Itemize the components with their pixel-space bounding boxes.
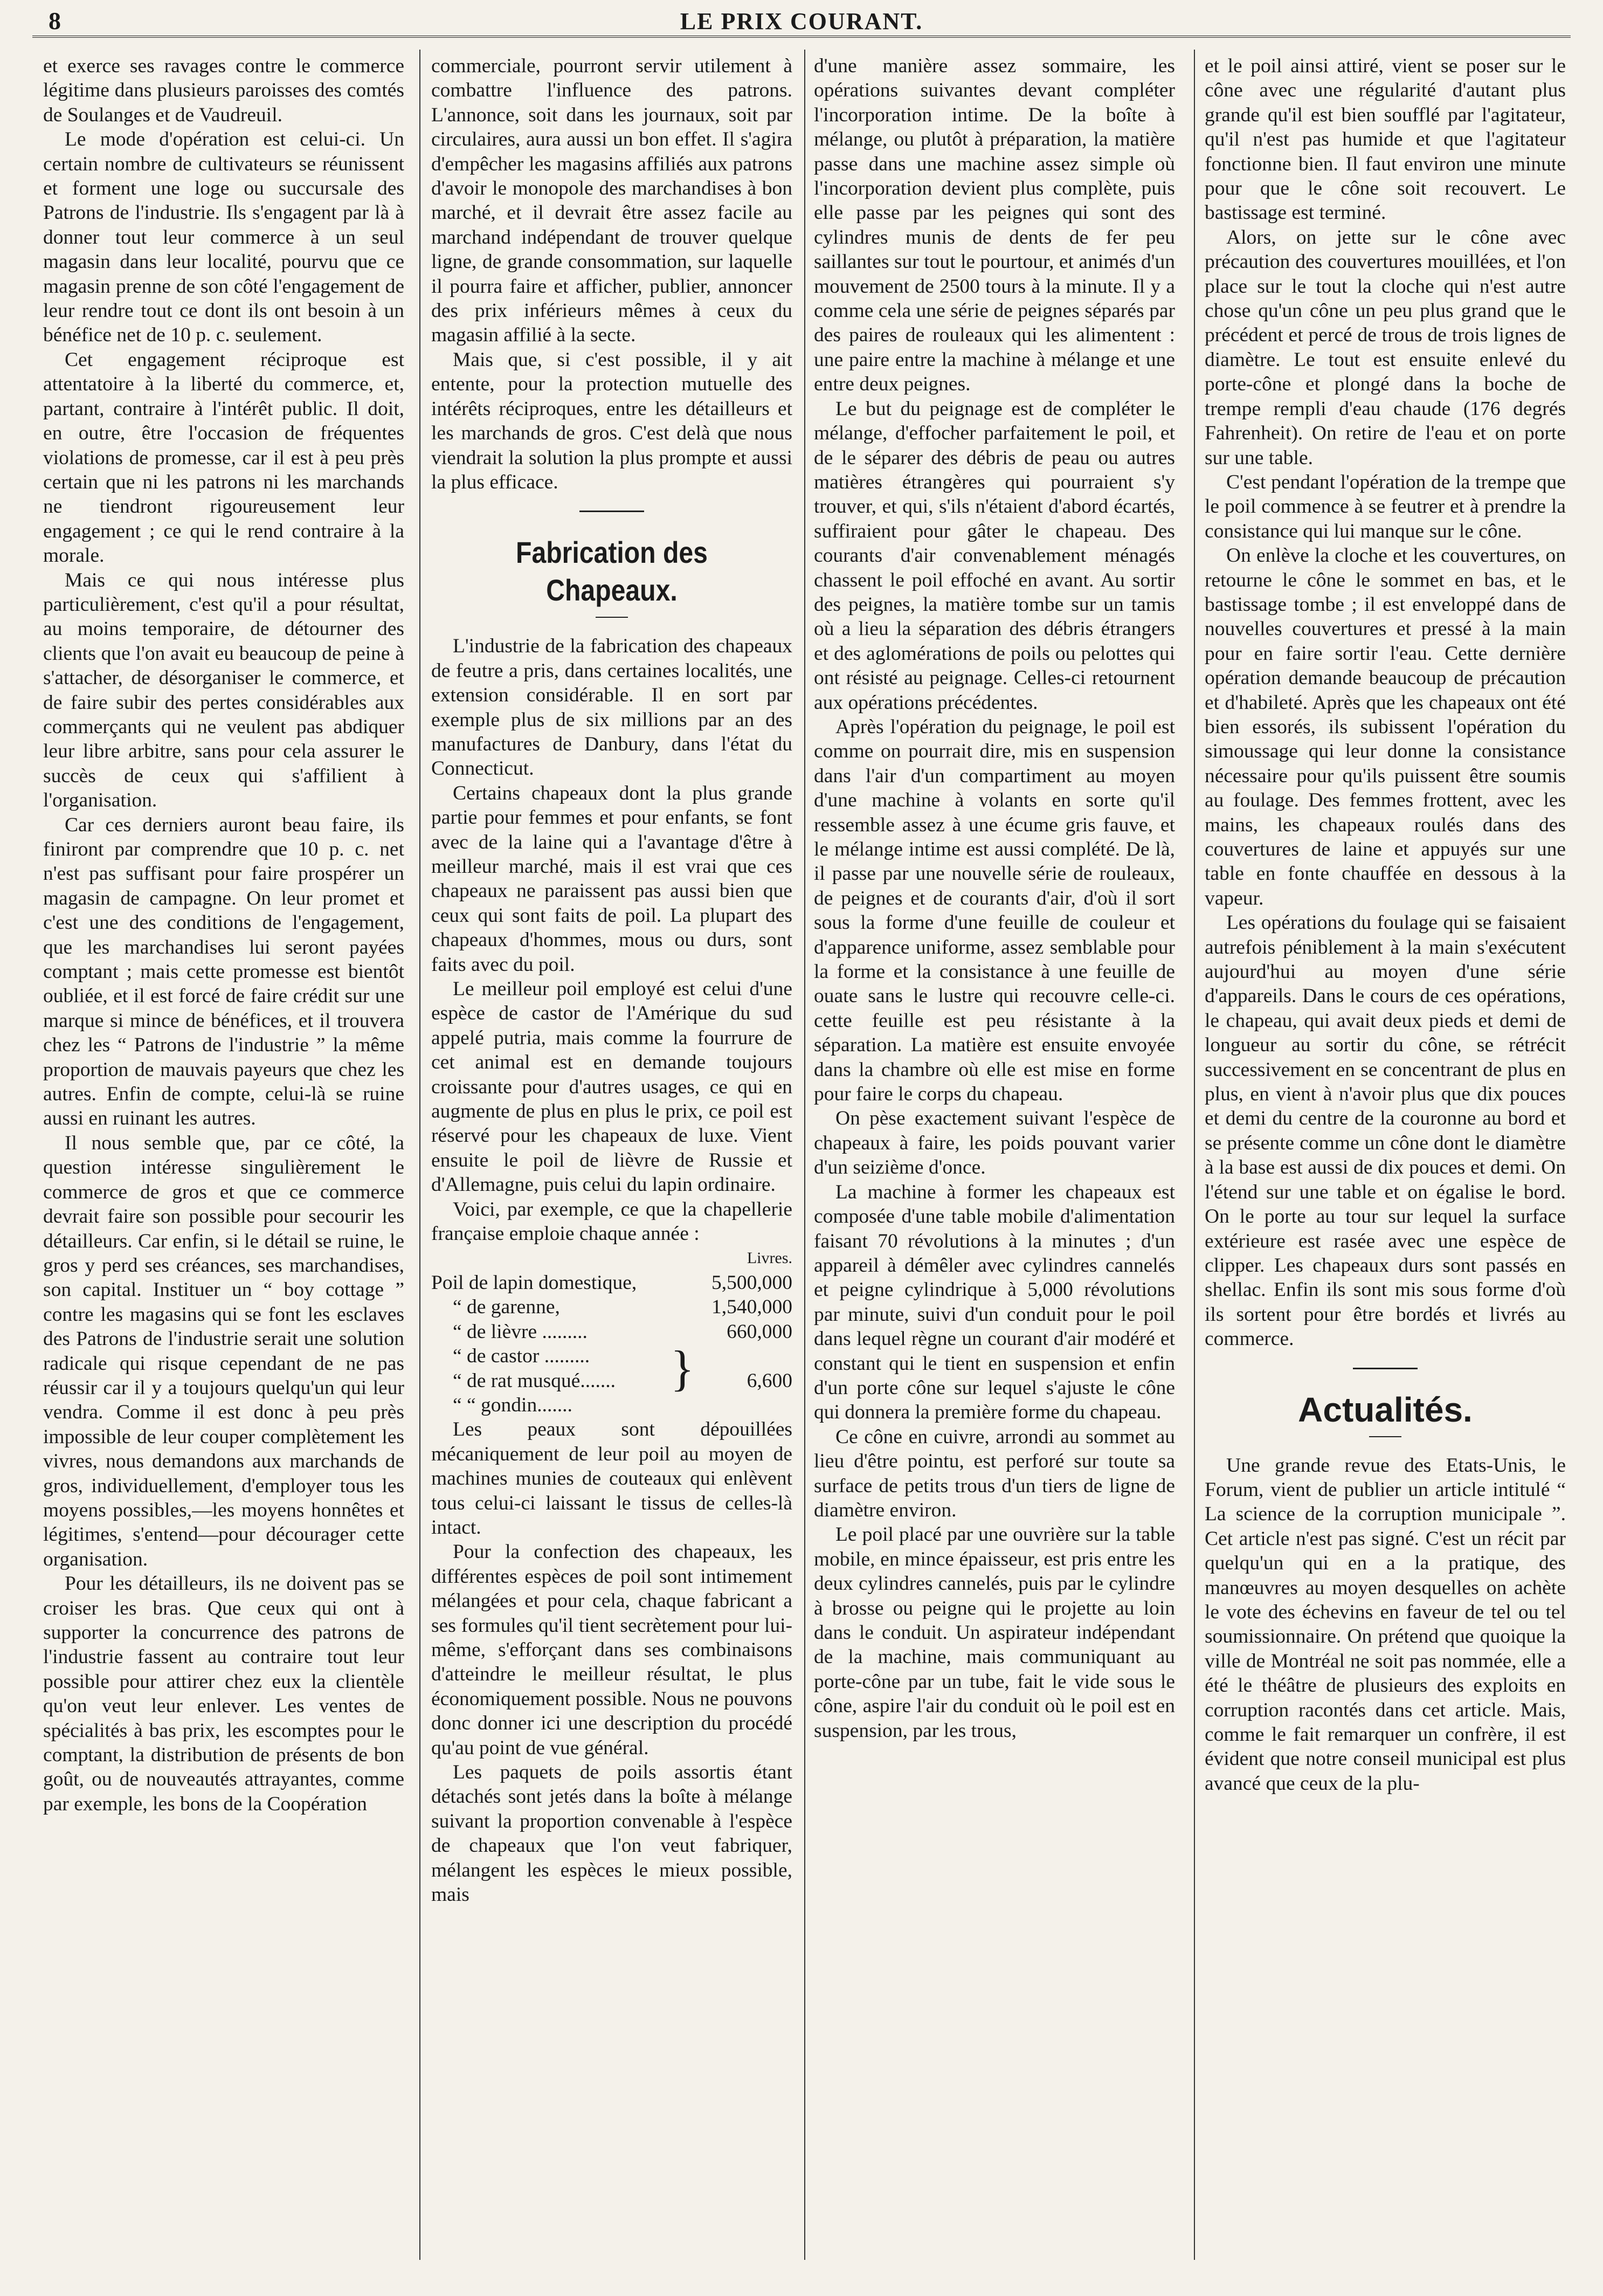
paragraph: Le meilleur poil employé est celui d'une espèce de castor de l'Amérique du sud appelé putria, mais comme la fourrure de cet animal est en demande toujours croissante pour d'autres usages, ce qui en augmente de plus en plus le prix, ce poil est réservé pour les chapeaux de luxe. Vient ensuite le poil de lièvre de Russie et d'Allemagne, puis celui du lapin ordinaire.	[431, 978, 792, 1196]
paragraph: Car ces derniers auront beau faire, ils finiront par comprendre que 10 p. c. net n'est pas suffisant pour faire prospérer un magasin de campagne. On leur promet et c'est une des conditions de l'engagement, que les marchandises lui seront payées comptant ; mais cette promesse est bientôt oubliée, et il est forcé de faire crédit sur une marque si mince de bénéfices, et il trouvera chez les “ Patrons de l'industrie ” la même proportion de mauvais payeurs que chez les autres. Enfin de compte, celui-là se ruine aussi en ruinant les autres.	[43, 813, 404, 1130]
paragraph: Alors, on jette sur le cône avec précaution des couvertures mouillées, et l'on place sur le tout la cloche qui n'est autre chose qu'un cône un peu plus grand que le précédent et percé de trous de trois lignes de diamètre. Le tout est ensuite enlevé du porte-cône et plongé dans la boche de trempe rempli d'eau chaude (176 degrés Fahrenheit). On retire de l'eau et on porte sur une table.	[1205, 226, 1566, 469]
fur-consumption-table	[431, 1246, 792, 1417]
row-value: 1,540,000	[711, 1296, 792, 1319]
column-1	[43, 54, 404, 2259]
section-title-actualites: Actualités.	[1298, 1390, 1473, 1429]
section-divider	[579, 511, 644, 512]
row-label: “ de rat musqué.......	[453, 1369, 616, 1392]
row-value: 5,500,000	[711, 1271, 792, 1294]
grouped-value: 6,600	[747, 1369, 792, 1392]
paragraph: Cet engagement réciproque est attentatoire à la liberté du commerce, et, partant, contraire à l'intérêt public. Il doit, en outre, être l'occasion de fréquentes violations de promesse, car il est à peu près certain que ni les patrons ni les marchands ne tiendront rigoureusement leur engagement ; ce qui le rend contraire à la morale.	[43, 348, 404, 567]
section-title-chapeaux: Fabrication des Chapeaux.	[516, 535, 708, 608]
column-2	[431, 54, 792, 2259]
column-3	[814, 54, 1175, 2259]
paragraph: La machine à former les chapeaux est composée d'une table mobile d'alimentation faisant 70 révolutions à la minutes ; d'un appareil à démêler avec cylindres cannelés et peigne cylindrique à 5,000 révolutions par minute, suivi d'un conduit pour le poil dans lequel règne un courant d'air modéré et constant qui le tient en suspension et enfin d'un porte cône sur lequel s'ajuste le cône qui donnera la première forme du chapeau.	[814, 1181, 1175, 1424]
paragraph: d'une manière assez sommaire, les opérations suivantes devant compléter l'incorporation intime. De la boîte à mélange, ou plutôt à préparation, la matière passe dans une machine assez simple où l'incorporation devient plus complète, puis elle passe par les peignes qui sont des cylindres munis de dents de fer peu saillantes sur tout le pourtour, et animés d'un mouvement de 2500 tours à la minute. Il y a comme cela une série de peignes séparés par des paires de rouleaux qui les alimentent : une paire entre la machine à mélange et une entre deux peignes.	[814, 55, 1175, 396]
paragraph: Pour les détailleurs, ils ne doivent pas se croiser les bras. Que ceux qui ont à supporter la concurrence des patrons de l'industrie fassent au contraire tout leur possible pour attirer chez eux la clientèle qu'on veut leur enlever. Les ventes de spécialités à bas prix, les escomptes pour le comptant, la distribution de présents de bon goût, ou de nouveautés attrayantes, comme par exemple, les bons de la Coopération	[43, 1573, 404, 1815]
column-rule	[419, 50, 420, 2260]
paragraph: et le poil ainsi attiré, vient se poser sur le cône avec une régularité d'autant plus grande qu'il est bien soufflé par l'agitateur, qu'il n'est pas humide et que l'agitateur fonctionne bien. Il faut environ une minute pour que le cône soit recouvert. Le bastissage est terminé.	[1205, 55, 1566, 224]
newspaper-title: LE PRIX COURANT.	[680, 8, 923, 35]
paragraph: Pour la confection des chapeaux, les différentes espèces de poil sont intimement mélangées et pour cela, chaque fabricant a ses formules qu'il tient secrètement pour lui-même, s'efforçant dans ses combinaisons d'atteindre le meilleur résultat, le plus économiquement possible. Nous ne pouvons donc donner ici une description du procédé qu'au point de vue général.	[431, 1541, 792, 1759]
paragraph: Les paquets de poils assortis étant détachés sont jetés dans la boîte à mélange suivant la proportion convenable à l'espèce de chapeaux que l'on veut fabriquer, mélangent les espèces le mieux possible, mais	[431, 1761, 792, 1906]
paragraph: Le mode d'opération est celui-ci. Un certain nombre de cultivateurs se réunissent et forment une loge ou succursale des Patrons de l'industrie. Ils s'engagent par là à donner tout leur commerce à un seul magasin dans leur localité, pourvu que ce magasin prenne de son côté l'engagement de leur rendre tout ce dont ils ont besoin à un bénéfice net de 10 p. c. seulement.	[43, 128, 404, 347]
paragraph: Une grande revue des Etats-Unis, le Forum, vient de publier un article intitulé “ La science de la corruption municipale ”. Cet article n'est pas signé. C'est un récit par quelqu'un qui en a la pratique, des manœuvres au moyen desquelles on achète le vote des échevins en faveur de tel ou tel soumissionnaire. On prétend que quoique la ville de Montréal ne soit pas nommée, elle a été le théâtre de plusieurs des exploits en corruption racontés dans cet article. Mais, comme le fait remarquer un confrère, il est évident que notre conseil municipal est plus avancé que ceux de la plu-	[1205, 1454, 1566, 1795]
table-row	[431, 1320, 792, 1344]
title-divider	[596, 617, 628, 618]
column-4	[1205, 54, 1566, 2259]
paragraph: Mais ce qui nous intéresse plus particulièrement, c'est qu'il a pour résultat, au moins temporaire, de détourner des clients que l'on avait eu beaucoup de peine à s'attacher, de désorganiser le commerce, et de faire subir des pertes considérables aux commerçants qui ne veulent pas abdiquer leur libre arbitre, sans pour cela assurer le succès de ceux qui s'affilient à l'organisation.	[43, 569, 404, 812]
table-row	[431, 1295, 792, 1319]
paragraph: Les opérations du foulage qui se faisaient autrefois péniblement à la main s'exécutent aujourd'hui au moyen d'une série d'appareils. Dans le cours de ces opérations, le chapeau, qui avait deux pieds et demi de longueur au sortir du cône, se rétrécit successivement en se concentrant de plus en plus, en vient à n'avoir plus que dix pouces et demi du centre de la couronne au bord et se présente comme un cône dont le diamètre à la base est aussi de dix pouces et demi. On l'étend sur une table et on égalise le bord. On le porte au tour sur lequel la surface extérieure est rasée avec une espèce de clipper. Les chapeaux durs sont passés en shellac. Enfin ils sont mis sous forme d'où ils sortent pour être bordés et livrés au commerce.	[1205, 912, 1566, 1350]
page-number: 8	[49, 7, 61, 35]
row-label: “ “ gondin.......	[453, 1394, 572, 1416]
row-label: “ de castor .........	[453, 1345, 590, 1368]
paragraph: Il nous semble que, par ce côté, la question intéresse singulièrement le commerce de gros et que ce commerce devrait faire son possible pour secourir les détailleurs. Car enfin, si le détail se ruine, le gros y perd ses créances, ses marchandises, son capital. Instituer un “ boy cottage ” contre les magasins qui se font les esclaves des Patrons de l'industrie serait une solution radicale qui risque cependant de ne pas réussir car il y a toujours quelqu'un qui leur vendra. Comme il est donc à peu près impossible de leur couper complètement les vivres, nous demandons aux marchands de gros, individuellement, d'employer tous les moyens possibles,—les moyens honnêtes et légitimes, s'entend—pour décourager cette organisation.	[43, 1132, 404, 1570]
table-row	[431, 1344, 792, 1368]
page-header	[32, 4, 1571, 38]
paragraph: Ce cône en cuivre, arrondi au sommet au lieu d'être pointu, est perforé sur toute sa surface de petits trous d'un tiers de ligne de diamètre environ.	[814, 1425, 1175, 1521]
table-row	[431, 1271, 792, 1295]
brace: }	[670, 1341, 695, 1396]
paragraph: On enlève la cloche et les couvertures, on retourne le cône le sommet en bas, et le bastissage tombe ; il est enveloppé dans de nouvelles couvertures et pressé à la main pour en faire sortir l'eau. Cette dernière opération demande beaucoup de précaution et d'habileté. Après que les chapeaux ont été bien essorés, ils subissent l'opération du simoussage qui leur donne la consistance nécessaire pour qu'ils puissent être soumis au foulage. Des femmes frottent, avec les mains, les chapeaux roulés dans des couvertures de laine et appuyés sur une table en fonte chauffée en dessous à la vapeur.	[1205, 544, 1566, 909]
paragraph: Mais que, si c'est possible, il y ait entente, pour la protection mutuelle des intérêts réciproques, entre les détailleurs et les marchands de gros. C'est delà que nous viendrait la solution la plus prompte et aussi la plus efficace.	[431, 348, 792, 493]
table-header-row	[431, 1246, 792, 1270]
paragraph: et exerce ses ravages contre le commerce légitime dans plusieurs paroisses des comtés de Soulanges et de Vaudreuil.	[43, 55, 404, 126]
paragraph: Voici, par exemple, ce que la chapellerie française emploie chaque année :	[431, 1198, 792, 1245]
paragraph: Après l'opération du peignage, le poil est comme on pourrait dire, mis en suspension dans l'air d'un compartiment au moyen d'une machine à volants en sorte qu'il ressemble assez à une écume gris fauve, et le mélange intime est aussi complété. De là, il passe par une nouvelle série de rouleaux, de peignes et de courants d'air, d'où il sort sous la forme d'une feuille de couleur et d'apparence uniforme, assez semblable pour la forme et la consistance à une feuille de ouate sans le lustre qui recouvre celle-ci. cette feuille est peu résistante à la séparation. La matière est ensuite envoyée dans la chambre où elle est mise en forme pour faire le corps du chapeau.	[814, 715, 1175, 1106]
row-label: Poil de lapin domestique,	[431, 1271, 637, 1294]
paragraph: On pèse exactement suivant l'espèce de chapeaux à faire, les poids pouvant varier d'un seizième d'once.	[814, 1107, 1175, 1179]
section-divider	[1353, 1368, 1418, 1369]
row-label: “ de garenne,	[453, 1296, 560, 1319]
unit-header: Livres.	[747, 1249, 792, 1267]
title-divider	[1369, 1436, 1401, 1437]
row-value: 660,000	[727, 1320, 792, 1343]
row-label: “ de lièvre .........	[453, 1320, 588, 1343]
column-rule	[804, 50, 805, 2260]
paragraph: commerciale, pourront servir utilement à combattre l'influence des patrons. L'annonce, soit dans les journaux, soit par circulaires, aura aussi un bon effet. Il s'agira d'empêcher les magasins affiliés aux patrons d'avoir le monopole des marchandises à bon marché, et il devrait être assez facile au marchand indépendant de trouver quelque ligne, de grande consommation, sur laquelle il pourra faire et afficher, publier, annoncer des prix inférieurs mêmes à ceux du magasin affilié à la secte.	[431, 55, 792, 347]
paragraph: Le but du peignage est de compléter le mélange, d'effocher parfaitement le poil, et de le séparer des débris de peau ou autres matières étrangères qui pourraient s'y trouver, et qui, s'ils n'étaient d'abord écartés, suffiraient pour gâter le chapeau. Des courants d'air convenablement ménagés chassent le poil effoché en avant. Au sortir des peignes, la matière tombe sur un tamis où a lieu la séparation des débris étrangers et des aglomérations de poils ou pelottes qui ont résisté au peignage. Celles-ci retournent aux opérations précédentes.	[814, 397, 1175, 714]
paragraph: C'est pendant l'opération de la trempe que le poil commence à se feutrer et à prendre la consistance qui lui manque sur le cône.	[1205, 471, 1566, 542]
paragraph: Le poil placé par une ouvrière sur la table mobile, en mince épaisseur, est pris entre les deux cylindres cannelés, puis par le cylindre à brosse ou peigne qui le projette au loin dans le conduit. Un aspirateur indépendant de la machine, mais communiquant au porte-cône par un tube, fait le vide sous le cône, aspire l'air du conduit où le poil est en suspension, par les trous,	[814, 1523, 1175, 1742]
paragraph: Certains chapeaux dont la plus grande partie pour femmes et pour enfants, se font avec de la laine qui a l'avantage d'être à meilleur marché, mais il est vrai que ces chapeaux ne paraissent pas aussi bien que ceux qui sont faits de poil. La plupart des chapeaux d'hommes, mous ou durs, sont faits avec du poil.	[431, 782, 792, 976]
paragraph: L'industrie de la fabrication des chapeaux de feutre a pris, dans certaines localités, une extension considérable. Il en sort par exemple plus de six millions par an des manufactures de Danbury, dans l'état du Connecticut.	[431, 635, 792, 780]
paragraph: Les peaux sont dépouillées mécaniquement de leur poil au moyen de machines munies de couteaux qui enlèvent tous celui-ci laissant le tissus de celles-là intact.	[431, 1418, 792, 1539]
column-rule	[1194, 50, 1195, 2260]
